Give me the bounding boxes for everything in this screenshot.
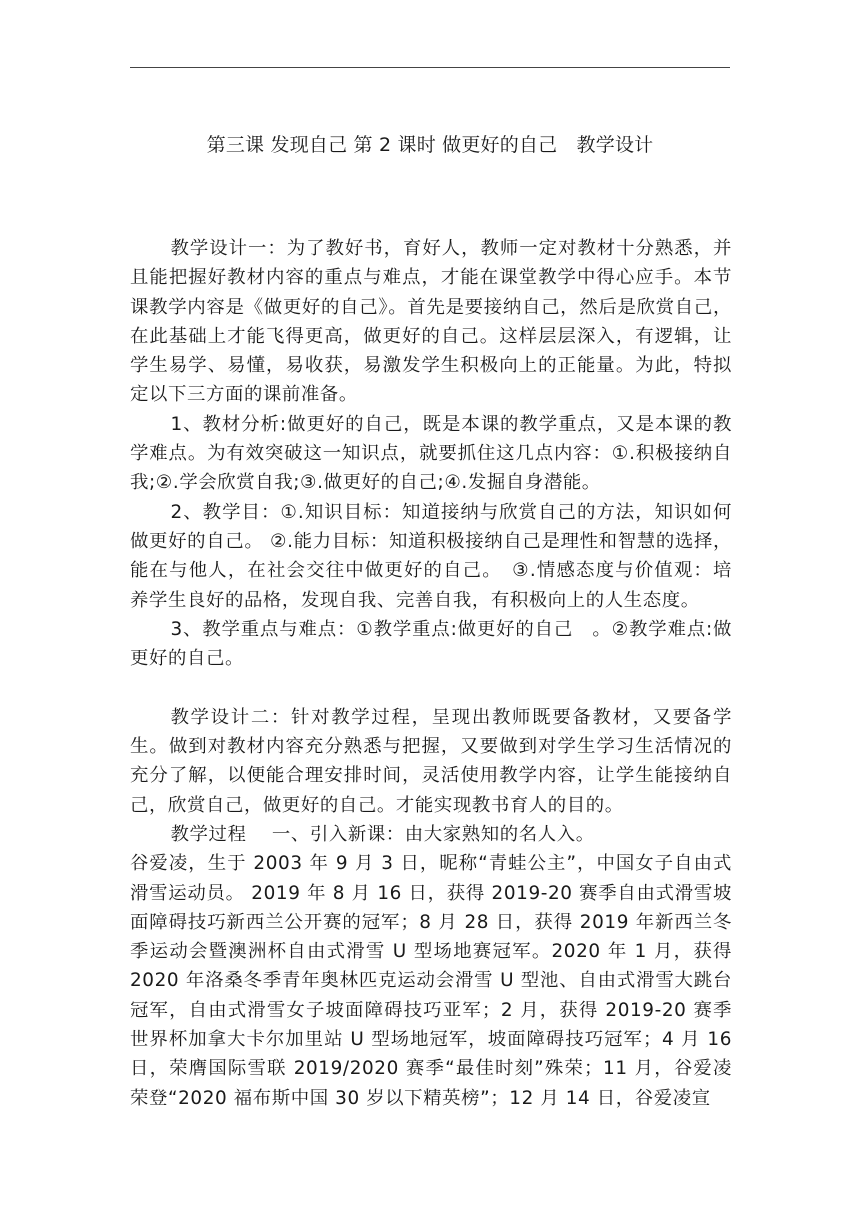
- paragraph-teaching-process: 教学过程 一、引入新课：由大家熟知的名人入。: [170, 823, 595, 845]
- paragraph-design-two: 教学设计二：针对教学过程，呈现出教师既要备教材，又要备学生。做到对教材内容充分熟悉与把握，又要做到对学生学习生活情况的充分了解，以便能合理安排时间，灵活使用教学内容，让学生能接纳自己，欣赏自己，做更好的自己。才能实现教书育人的目的。: [130, 706, 732, 816]
- paragraph-textbook-analysis: 1、教材分析:做更好的自己，既是本课的教学重点，又是本课的教学难点。为有效突破这一知识点，就要抓住这几点内容：①.积极接纳自我;②.学会欣赏自我;③.做更好的自己;④.发掘自身潜能。: [130, 413, 732, 494]
- paragraph-gu-ailing-bio: 谷爱凌，生于 2003 年 9 月 3 日，昵称“青蛙公主”，中国女子自由式滑雪运动员。 2019 年 8 月 16 日，获得 2019-20 赛季自由式滑雪坡面障碍技巧新西兰公开赛的冠军；8 月 28 日，获得 2019 年新西兰冬季运动会暨澳洲杯自由式滑雪 U 型场地赛冠军。2020 年 1 月，获得 2020 年洛桑冬季青年奥林匹克运动会滑雪 U 型池、自由式滑雪大跳台冠军，自由式滑雪女子坡面障碍技巧亚军；2 月，获得 2019-20 赛季世界杯加拿大卡尔加里站 U 型场地冠军，坡面障碍技巧冠军；4 月 16 日，荣膺国际雪联 2019/2020 赛季“最佳时刻”殊荣；11 月，谷爱凌荣登“2020 福布斯中国 30 岁以下精英榜”；12 月 14 日，谷爱凌宣: [130, 853, 732, 1109]
- header-rule: [130, 67, 730, 68]
- document-title: 第三课 发现自己 第 2 课时 做更好的自己 教学设计: [206, 134, 654, 156]
- document-body: [130, 234, 732, 1113]
- paragraph-spacer: [130, 673, 732, 702]
- paragraph-key-points: 3、教学重点与难点：①教学重点:做更好的自己 。②教学难点:做更好的自己。: [130, 618, 732, 670]
- paragraph-design-one: 教学设计一：为了教好书，育好人，教师一定对教材十分熟悉，并且能把握好教材内容的重点与难点，才能在课堂教学中得心应手。本节课教学内容是《做更好的自己》。首先是要接纳自己，然后是欣赏自己，在此基础上才能飞得更高，做更好的自己。这样层层深入，有逻辑，让学生易学、易懂，易收获，易激发学生积极向上的正能量。为此，特拟定以下三方面的课前准备。: [130, 238, 732, 406]
- paragraph-teaching-goals: 2、教学目：①.知识目标：知道接纳与欣赏自己的方法，知识如何做更好的自己。 ②.能力目标：知道积极接纳自己是理性和智慧的选择，能在与他人，在社会交往中做更好的自己。 ③.情感态度与价值观：培养学生良好的品格，发现自我、完善自我，有积极向上的人生态度。: [130, 501, 732, 611]
